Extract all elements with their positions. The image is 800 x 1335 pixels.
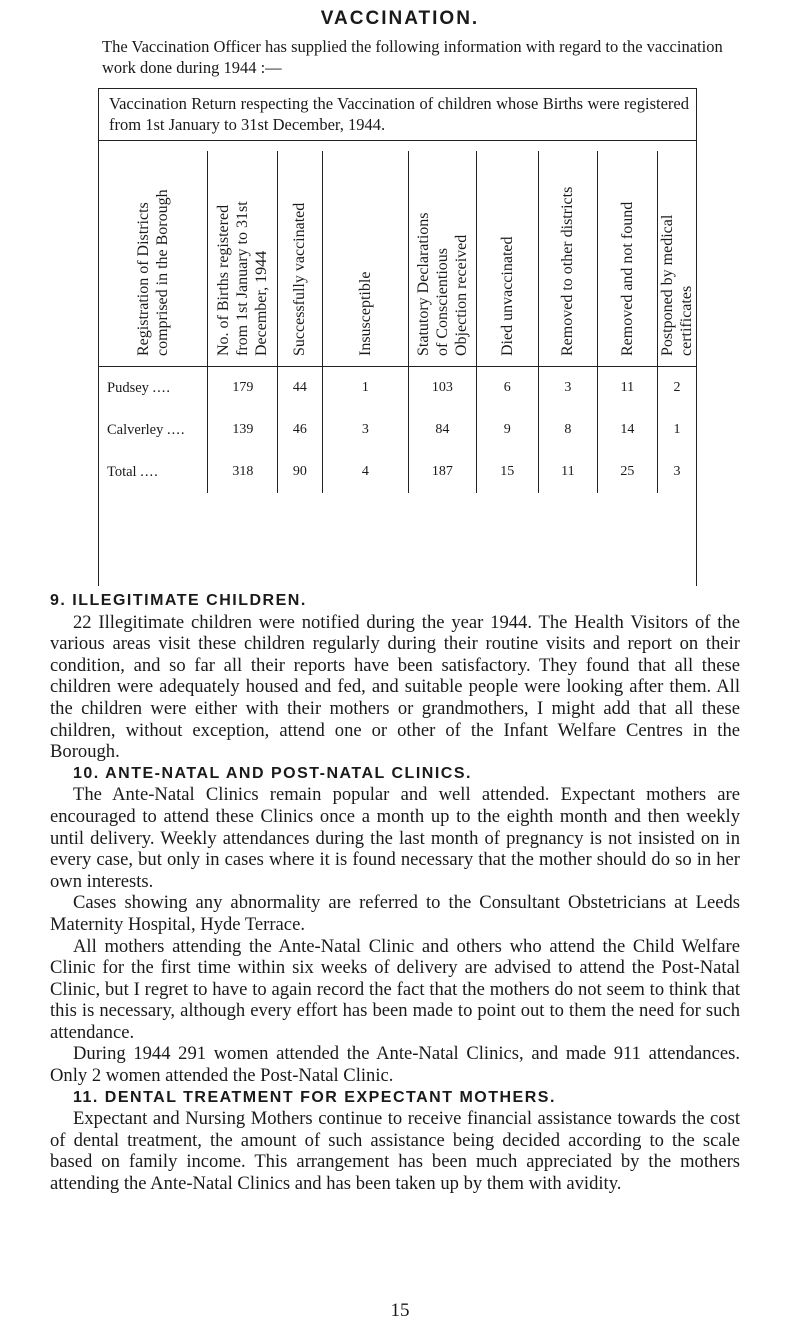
column-header	[322, 151, 408, 367]
page-heading: VACCINATION.	[320, 8, 480, 29]
district-name-cell	[99, 367, 208, 410]
column-header-label	[356, 156, 375, 356]
section-heading: 11. DENTAL TREATMENT FOR EXPECTANT MOTHERS.	[73, 1088, 556, 1106]
table-cell: 9	[476, 409, 538, 451]
table-cell: 6	[476, 367, 538, 410]
section-paragraph: All mothers attending the Ante-Natal Clinic and others who attend the Child Welfare Clinic for the first time within six weeks of delivery are advised to attend the Post-Natal Clinic, but I regret to have to again record the fact that the mothers do not seem to think that this is necessary, although every effort has been made to point out to them the need for such attendance.	[50, 935, 740, 1043]
section-heading: 10. ANTE-NATAL AND POST-NATAL CLINICS.	[73, 764, 472, 782]
table-row	[99, 367, 696, 410]
column-header-line: comprised in the Borough	[154, 189, 172, 356]
column-header	[278, 151, 322, 367]
column-header	[99, 151, 208, 367]
district-name-cell	[99, 451, 208, 493]
table-cell: 3	[322, 409, 408, 451]
table-cell: 179	[208, 367, 278, 410]
leader-dots: ....	[140, 463, 159, 480]
column-header-line: December, 1944	[253, 250, 271, 356]
table-caption: Vaccination Return respecting the Vaccination of children whose Births were registered from 1st January to 31st December, 1944.	[109, 94, 689, 134]
column-header-line: Removed to other districts	[559, 186, 577, 356]
district-name: Pudsey	[107, 379, 149, 396]
column-header-line: Statutory Declarations	[414, 212, 432, 356]
table-cell: 318	[208, 451, 278, 493]
column-header-line: Objection received	[452, 234, 470, 356]
column-header-line: Removed and not found	[618, 201, 636, 356]
section-paragraph: During 1944 291 women attended the Ante-Natal Clinics, and made 911 attendances. Only 2 women attended the Post-Natal Clinic.	[50, 1043, 740, 1087]
column-header-line: Successfully vaccinated	[291, 202, 309, 356]
vaccination-return-table	[98, 88, 697, 586]
table-cell: 8	[538, 409, 597, 451]
leader-dots: ....	[152, 379, 172, 396]
table-row	[99, 451, 696, 493]
leader-dots: ....	[167, 421, 186, 438]
district-name: Total	[107, 463, 137, 480]
caption-divider	[99, 140, 696, 141]
section-heading: 9. ILLEGITIMATE CHILDREN.	[50, 592, 307, 609]
page-number: 15	[390, 1300, 410, 1321]
column-header-line: Died unvaccinated	[498, 236, 516, 356]
table-cell: 11	[597, 367, 657, 410]
column-header-label	[498, 156, 517, 356]
table-cell: 2	[673, 380, 681, 395]
column-header-label	[618, 156, 637, 356]
table-header-row	[99, 151, 696, 367]
intro-paragraph: The Vaccination Officer has supplied the following information with regard to the vaccination work done during 1944 :—	[102, 37, 723, 77]
table-cell: 90	[278, 451, 322, 493]
district-name: Calverley	[107, 421, 164, 438]
table-cell: 103	[409, 367, 477, 410]
column-header-line: Postponed by medical	[658, 214, 676, 356]
table-cell: 139	[208, 409, 278, 451]
table-cell: 3	[673, 464, 681, 479]
table-cell: 11	[538, 451, 597, 493]
table-cell: 187	[409, 451, 477, 493]
column-header	[538, 151, 597, 367]
report-body	[50, 590, 740, 1195]
column-header-label	[134, 156, 172, 356]
column-header-label	[658, 156, 696, 356]
section-paragraph: 22 Illegitimate children were notified during the year 1944. The Health Visitors of the various areas visit these children regularly during their routine visits and report on their condition, and so far all their reports have been satisfactory. They found that all these children were adequately housed and fed, and suitable people were looking after them. All the children were either with their mothers or grandmothers, I might add that all these children, without exception, attend one or other of the Infant Welfare Centres in the Borough.	[50, 611, 740, 763]
table-cell: 15	[476, 451, 538, 493]
district-name-cell	[99, 409, 208, 451]
section-paragraph: Expectant and Nursing Mothers continue to receive financial assistance towards the cost of dental treatment, the amount of such assistance being decided according to the scale based on family income. This arrangement has been much appreciated by the mothers attending the Ante-Natal Clinics and has been taken up by them with avidity.	[50, 1108, 740, 1195]
column-header-label	[290, 156, 309, 356]
table-body	[99, 367, 696, 494]
column-header-line: Registration of Districts	[135, 202, 153, 356]
column-header	[657, 151, 696, 367]
table-cell: 46	[278, 409, 322, 451]
table-cell: 84	[409, 409, 477, 451]
column-header-label	[558, 156, 577, 356]
section-paragraph: Cases showing any abnormality are referred to the Consultant Obstetricians at Leeds Maternity Hospital, Hyde Terrace.	[50, 892, 740, 935]
table-cell: 1	[673, 422, 681, 437]
table-cell: 14	[597, 409, 657, 451]
column-header-label	[414, 156, 471, 356]
vaccination-table	[99, 151, 696, 493]
table-cell: 3	[538, 367, 597, 410]
table-cell: 25	[597, 451, 657, 493]
column-header-line: Insusceptible	[356, 271, 374, 356]
column-header	[409, 151, 477, 367]
section-paragraph: The Ante-Natal Clinics remain popular and well attended. Expectant mothers are encouraged to attend these Clinics once a month up to the eighth month and then weekly until delivery. Weekly attendances during the last month of pregnancy is not insisted on in every case, but only in cases where it is found necessary that the mother should do so in her own interests.	[50, 784, 740, 892]
column-header	[208, 151, 278, 367]
column-header-line: from 1st January to 31st	[234, 201, 252, 356]
table-cell: 4	[322, 451, 408, 493]
table-cell: 1	[322, 367, 408, 410]
column-header-line: certificates	[677, 285, 695, 356]
column-header-label	[214, 156, 271, 356]
column-header-line: No. of Births registered	[215, 204, 233, 356]
table-row	[99, 409, 696, 451]
column-header	[597, 151, 657, 367]
table-cell: 44	[278, 367, 322, 410]
column-header	[476, 151, 538, 367]
column-header-line: of Conscientious	[433, 248, 451, 356]
